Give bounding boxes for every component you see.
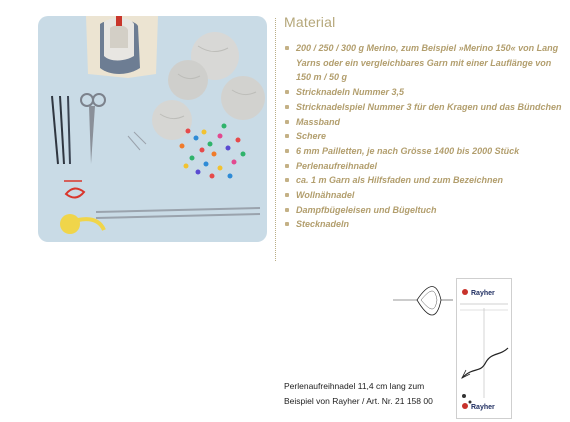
section-title: Material <box>284 14 336 30</box>
bead-needle-illustration <box>393 276 453 356</box>
caption-line: Perlenaufreihnadel 11,4 cm lang zum <box>284 381 425 391</box>
caption-line: Beispiel von Rayher / Art. Nr. 21 158 00 <box>284 396 433 406</box>
list-item: Schere <box>284 129 564 144</box>
list-item: ca. 1 m Garn als Hilfsfaden und zum Bezeichnen <box>284 173 564 188</box>
list-item: Stricknadelspiel Nummer 3 für den Kragen und das Bündchen <box>284 100 564 115</box>
column-divider <box>275 18 276 261</box>
materials-photo <box>38 16 267 242</box>
list-item: Dampfbügeleisen und Bügeltuch <box>284 203 564 218</box>
list-item: 6 mm Pailletten, je nach Grösse 1400 bis 2000 Stück <box>284 144 564 159</box>
materials-list <box>284 41 564 232</box>
list-item: Stricknadeln Nummer 3,5 <box>284 85 564 100</box>
list-item: Massband <box>284 115 564 130</box>
list-item: Stecknadeln <box>284 217 564 232</box>
package-brand-bottom: Rayher <box>471 404 495 411</box>
list-item: 200 / 250 / 300 g Merino, zum Beispiel »Merino 150« von Lang Yarns oder ein vergleichbares Garn mit einer Lauflänge von 150 m / 50 g <box>284 41 564 85</box>
list-item: Perlenaufreihnadel <box>284 159 564 174</box>
list-item: Wollnähnadel <box>284 188 564 203</box>
needle-package <box>456 278 512 419</box>
package-brand-top: Rayher <box>471 290 495 297</box>
image-caption <box>284 379 454 409</box>
